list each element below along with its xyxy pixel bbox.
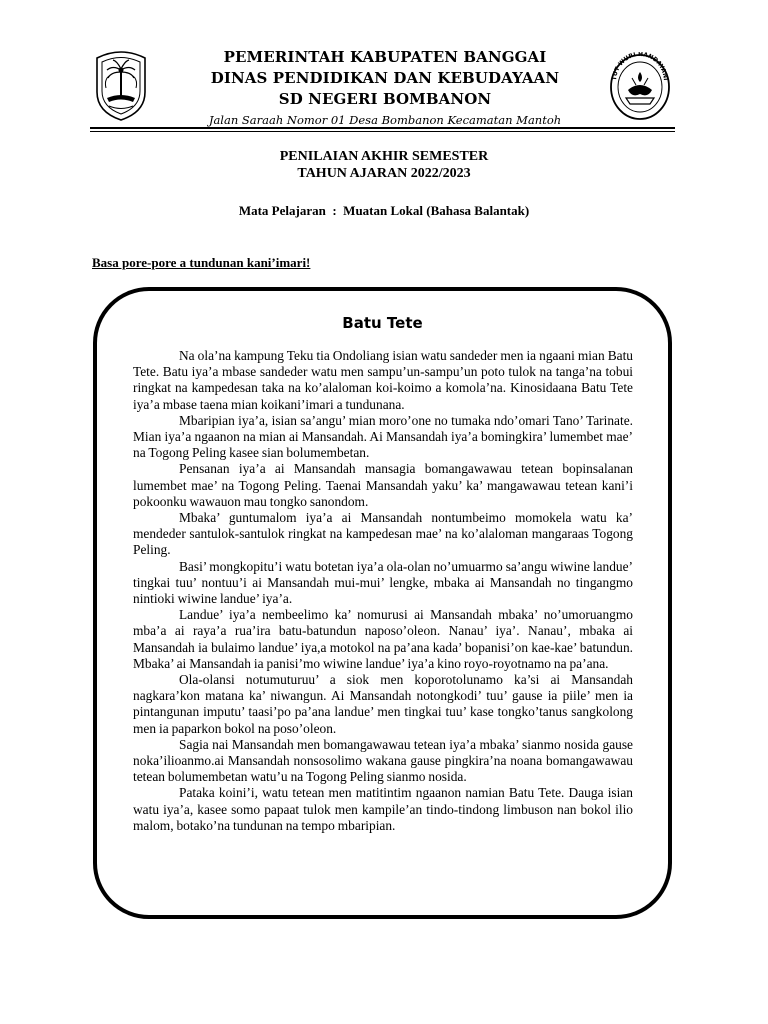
story-title: Batu Tete [342,314,423,332]
subject-value: Muatan Lokal (Bahasa Balantak) [343,203,530,218]
letterhead-address: Jalan Saraah Nomor 01 Desa Bombanon Kecamatan Mantoh [208,113,562,127]
instruction: Basa pore-pore a tundunan kani’imari! [92,255,311,270]
story-body [133,348,633,834]
subject-separator: : [332,203,337,218]
story-paragraph: Pataka koini’i, watu tetean men matitintim ngaanon namian Batu Tete. Dauga isian watu iya’a, kasee somo papaat tulok men kampile’an tindo-tindong limbuson nan bokol ilio malom, botako’na tundunan na tempo mbaripian. [133,785,633,833]
exam-heading [0,148,768,182]
letterhead-rule-thin [90,131,675,132]
subject-line [0,203,768,219]
letterhead [150,47,620,129]
letterhead-department: DINAS PENDIDIKAN DAN KEBUDAYAAN [210,69,560,87]
story-paragraph: Landue’ iya’a nembeelimo ka’ nomurusi ai Mansandah mbaka’ no’umoruangmo mba’a ai raya’a rua’ira batu-batundun naposo’oleon. Nanau’ iya’. Nanau’, mbaka ai Mansandah ia bulaimo landue’ iya,a motokol na pa’ana kada’ bopanisi’on kae-kae’ batundun. Mbaka’ ai Mansandah ia panisi’mo wiwine landue’ iya’a kino royo-royotnamo na pa’ana. [133,607,633,671]
exam-title: PENILAIAN AKHIR SEMESTER [279,149,489,164]
story-paragraph: Pensanan iya’a ai Mansandah mansagia bomangawawau tetean bopinsalanan lumembet mae’ na Togong Peling. Taenai Mansandah yaku’ ka’ mangawawau tetean kani’i pokoonku wawauon mau tongko sanondom. [133,461,633,509]
exam-year: TAHUN AJARAN 2022/2023 [297,166,471,181]
story-paragraph: Basi’ mongkopitu’i watu botetan iya’a ola-olan no’umuarmo sa’angu wiwine landue’ tingkai tuu’ nontuu’i ai Mansandah mui-mui’ lengke, mbaka ai Mansandah no tingangmo nintioki wiwine landue’ iya’a. [133,558,633,607]
subject-label: Mata Pelajaran [238,203,326,218]
letterhead-school: SD NEGERI BOMBANON [278,90,492,108]
svg-text:TUT WURI HANDAYANI: TUT WURI HANDAYANI [610,52,669,81]
story-paragraph: Sagia nai Mansandah men bomangawawau tetean iya’a mbaka’ sianmo nosida gause noka’ilioanmo.ai Mansandah nonsosolimo wakana gause pingkira’na noana bomangawawau tetean bolumembetan watu’u na Togong Peling sianmo nosida. [133,736,633,785]
letterhead-rule-thick [90,127,675,129]
banggai-regency-logo [93,48,149,122]
story-paragraph: Mbaka’ guntumalom iya’a ai Mansandah nontumbeimo momokela watu ka’ mendeder santulok-santulok ringkat na kampedesan mae’ na ko’alaloman mangaraas Togong Peling. [133,510,633,558]
story-paragraph: Mbaripian iya’a, isian sa’angu’ mian moro’one no tumaka ndo’omari Tano’ Tarinate. Mian iya’a ngaanon na mian ai Mansandah. Ai Mansandah iya’a bomingkira’ lumembet mae’ na Togong Peling kasee sian bolumembetan. [133,412,633,461]
story-paragraph: Na ola’na kampung Teku tia Ondoliang isian watu sandeder men ia ngaani mian Batu Tete. Batu iya’a mbase sandeder watu men sampu’un-sampu’un poto tulok na tanga’na tobui ringkat na kampedesan taka na ko’alaloman koi-koimo a komola’na. Kinosidaana Batu Tete iya’a mbase taena mian koikani’imari a tundunana. [133,348,633,412]
story-paragraph: Ola-olansi notumuturuu’ a siok men koporotolunamo ka’si ai Mansandah nagkara’kon matana ka’ niwangun. Ai Mansandah notongkodi’ tuu’ gause ia piile’ men ia pintangunan imputu’ taasi’po pa’ana landue’ men tingkai tuu’ kase tongko’tanus sangkolong men ia paparkon bokol na poso’oleon. [133,672,633,736]
letterhead-government: PEMERINTAH KABUPATEN BANGGAI [223,48,547,66]
